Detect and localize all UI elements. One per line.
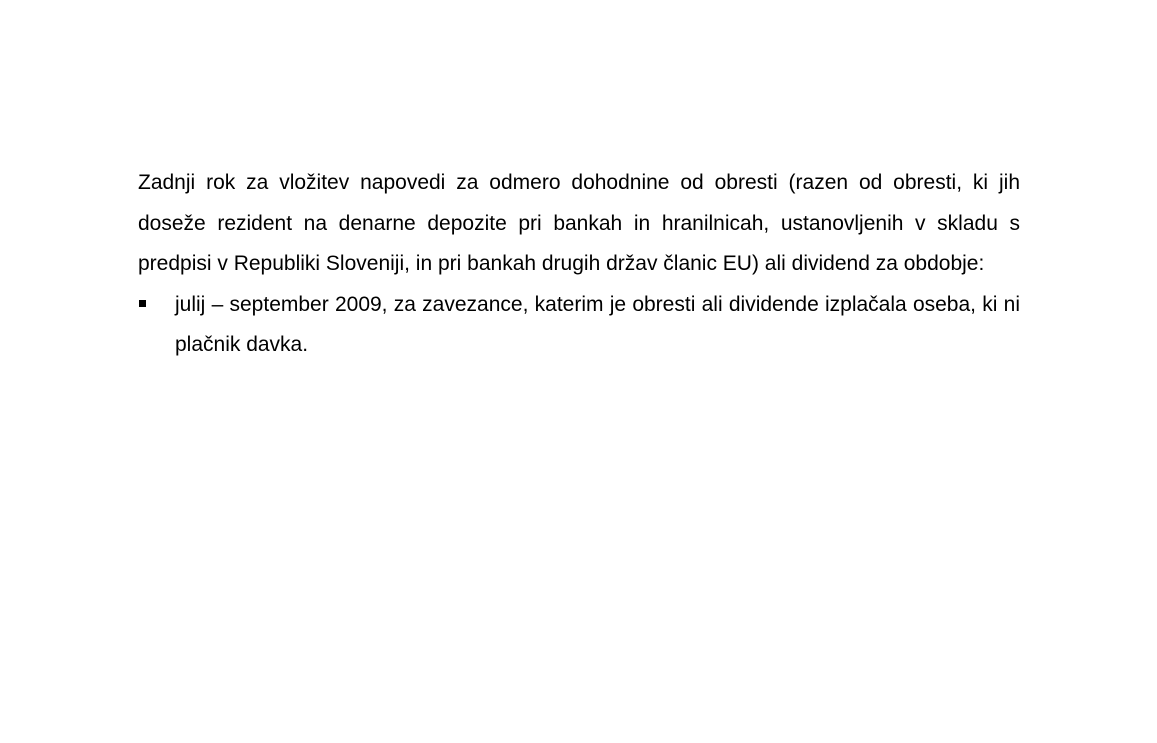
square-bullet-icon (139, 300, 146, 307)
list-item (138, 285, 1020, 366)
intro-paragraph: Zadnji rok za vložitev napovedi za odmero dohodnine od obresti (razen od obresti, ki jih doseže rezident na denarne depozite pri bankah in hranilnicah, ustanovljenih v skladu s predpisi v Republiki Sloveniji, in pri bankah drugih držav članic EU) ali dividend za obdobje: (138, 171, 1020, 275)
list-item-text: julij – september 2009, za zavezance, katerim je obresti ali dividende izplačala oseba, ki ni plačnik davka. (175, 292, 1020, 356)
bullet-list (138, 285, 1020, 366)
document-body (138, 163, 1020, 366)
